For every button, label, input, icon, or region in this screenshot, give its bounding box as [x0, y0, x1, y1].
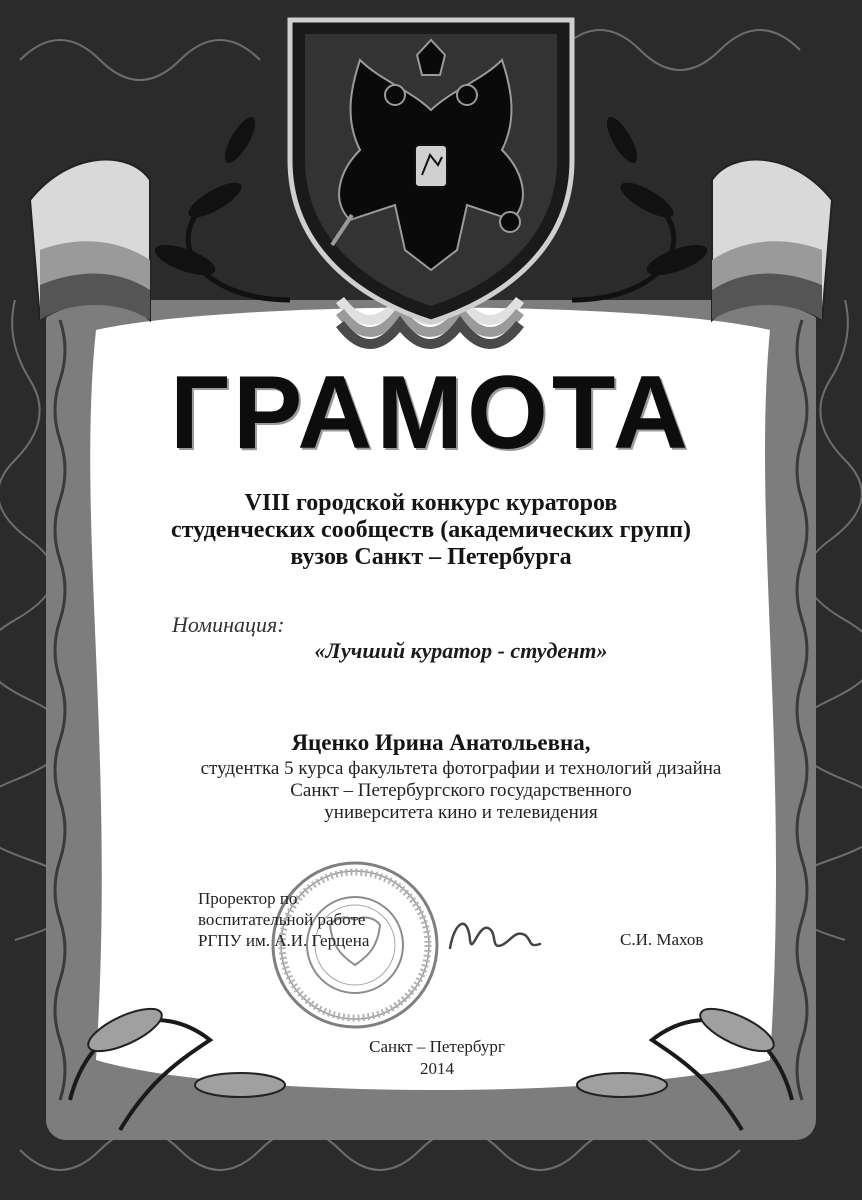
nomination-value: «Лучший куратор - студент» [314, 638, 608, 663]
place-and-year [6, 1036, 862, 1080]
signatory-name: С.И. Махов [620, 930, 704, 949]
nomination-label: Номинация: [172, 612, 285, 637]
recipient-details [30, 758, 862, 824]
signatory-position-line: РГПУ им. А.И. Герцена [198, 931, 370, 950]
signatory-position-line: Проректор по [198, 889, 298, 908]
recipient-detail-line: студентка 5 курса факультета фотографии и технологий дизайна [200, 758, 722, 779]
contest-line: вузов Санкт – Петербурга [290, 544, 572, 570]
recipient-detail-line: Санкт – Петербургского государственного [290, 780, 632, 801]
contest-line: студенческих сообществ (академических групп) [170, 517, 692, 543]
place: Санкт – Петербург [369, 1037, 505, 1056]
signatory-position [198, 888, 369, 951]
year: 2014 [420, 1059, 454, 1078]
contest-line: VIII городской конкурс кураторов [244, 490, 618, 516]
recipient-detail-line: университета кино и телевидения [324, 802, 598, 823]
certificate-title: ГРАМОТА [170, 355, 692, 471]
recipient-name: Яценко Ирина Анатольевна, [291, 730, 591, 755]
contest-name [0, 490, 862, 571]
signatory-position-line: воспитательной работе [198, 910, 366, 929]
